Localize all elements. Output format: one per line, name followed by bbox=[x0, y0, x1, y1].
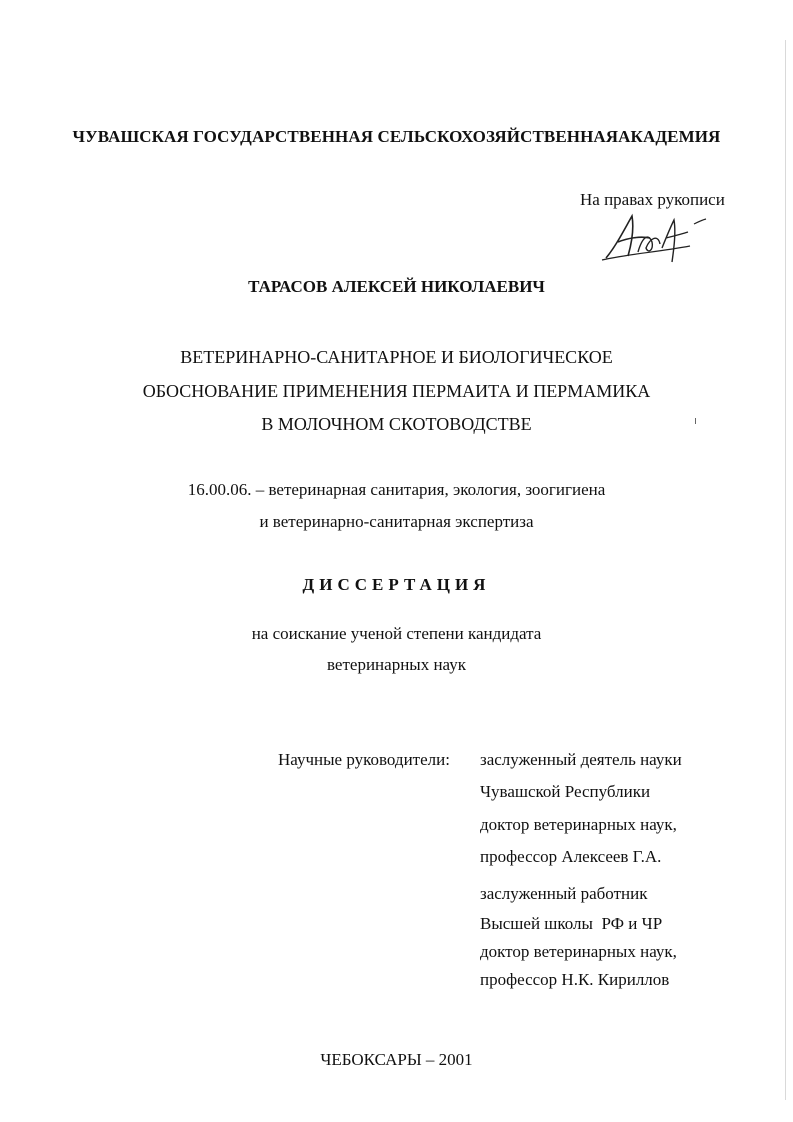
institution-name: ЧУВАШСКАЯ ГОСУДАРСТВЕННАЯ СЕЛЬСКОХОЗЯЙСТВЕННАЯАКАДЕМИЯ bbox=[72, 127, 721, 146]
supervisor-1-line: Чувашской Республики bbox=[480, 782, 651, 801]
supervisor-1-line: доктор ветеринарных наук, bbox=[480, 815, 677, 834]
signature-icon bbox=[598, 208, 708, 268]
supervisor-1-line: профессор Алексеев Г.А. bbox=[480, 847, 662, 866]
degree-line: ветеринарных наук bbox=[327, 655, 466, 674]
degree-line: на соискание ученой степени кандидата bbox=[251, 624, 542, 643]
document-type: ДИССЕРТАЦИЯ bbox=[302, 575, 491, 594]
specialty-line: 16.00.06. – ветеринарная санитария, экология, зоогигиена bbox=[187, 480, 606, 499]
supervisor-2-line: доктор ветеринарных наук, bbox=[480, 942, 677, 961]
rights-note: На правах рукописи bbox=[580, 190, 725, 209]
specialty-line: и ветеринарно-санитарная экспертиза bbox=[259, 512, 534, 531]
supervisor-1-line: заслуженный деятель науки bbox=[480, 750, 682, 769]
supervisor-2-line: заслуженный работник bbox=[480, 884, 648, 903]
scan-edge-line bbox=[785, 40, 786, 1100]
supervisor-2-line: Высшей школы РФ и ЧР bbox=[480, 914, 663, 933]
supervisors-label: Научные руководители: bbox=[278, 750, 450, 769]
author-name: ТАРАСОВ АЛЕКСЕЙ НИКОЛАЕВИЧ bbox=[248, 277, 545, 296]
dissertation-title-line: ВЕТЕРИНАРНО-САНИТАРНОЕ И БИОЛОГИЧЕСКОЕ bbox=[180, 347, 613, 367]
supervisor-2-line: профессор Н.К. Кириллов bbox=[480, 970, 670, 989]
dissertation-title-line: ОБОСНОВАНИЕ ПРИМЕНЕНИЯ ПЕРМАИТА И ПЕРМАМИКА bbox=[142, 381, 651, 401]
city-year: ЧЕБОКСАРЫ – 2001 bbox=[320, 1050, 473, 1069]
scan-speck bbox=[695, 418, 696, 424]
dissertation-title-line: В МОЛОЧНОМ СКОТОВОДСТВЕ bbox=[261, 414, 532, 434]
